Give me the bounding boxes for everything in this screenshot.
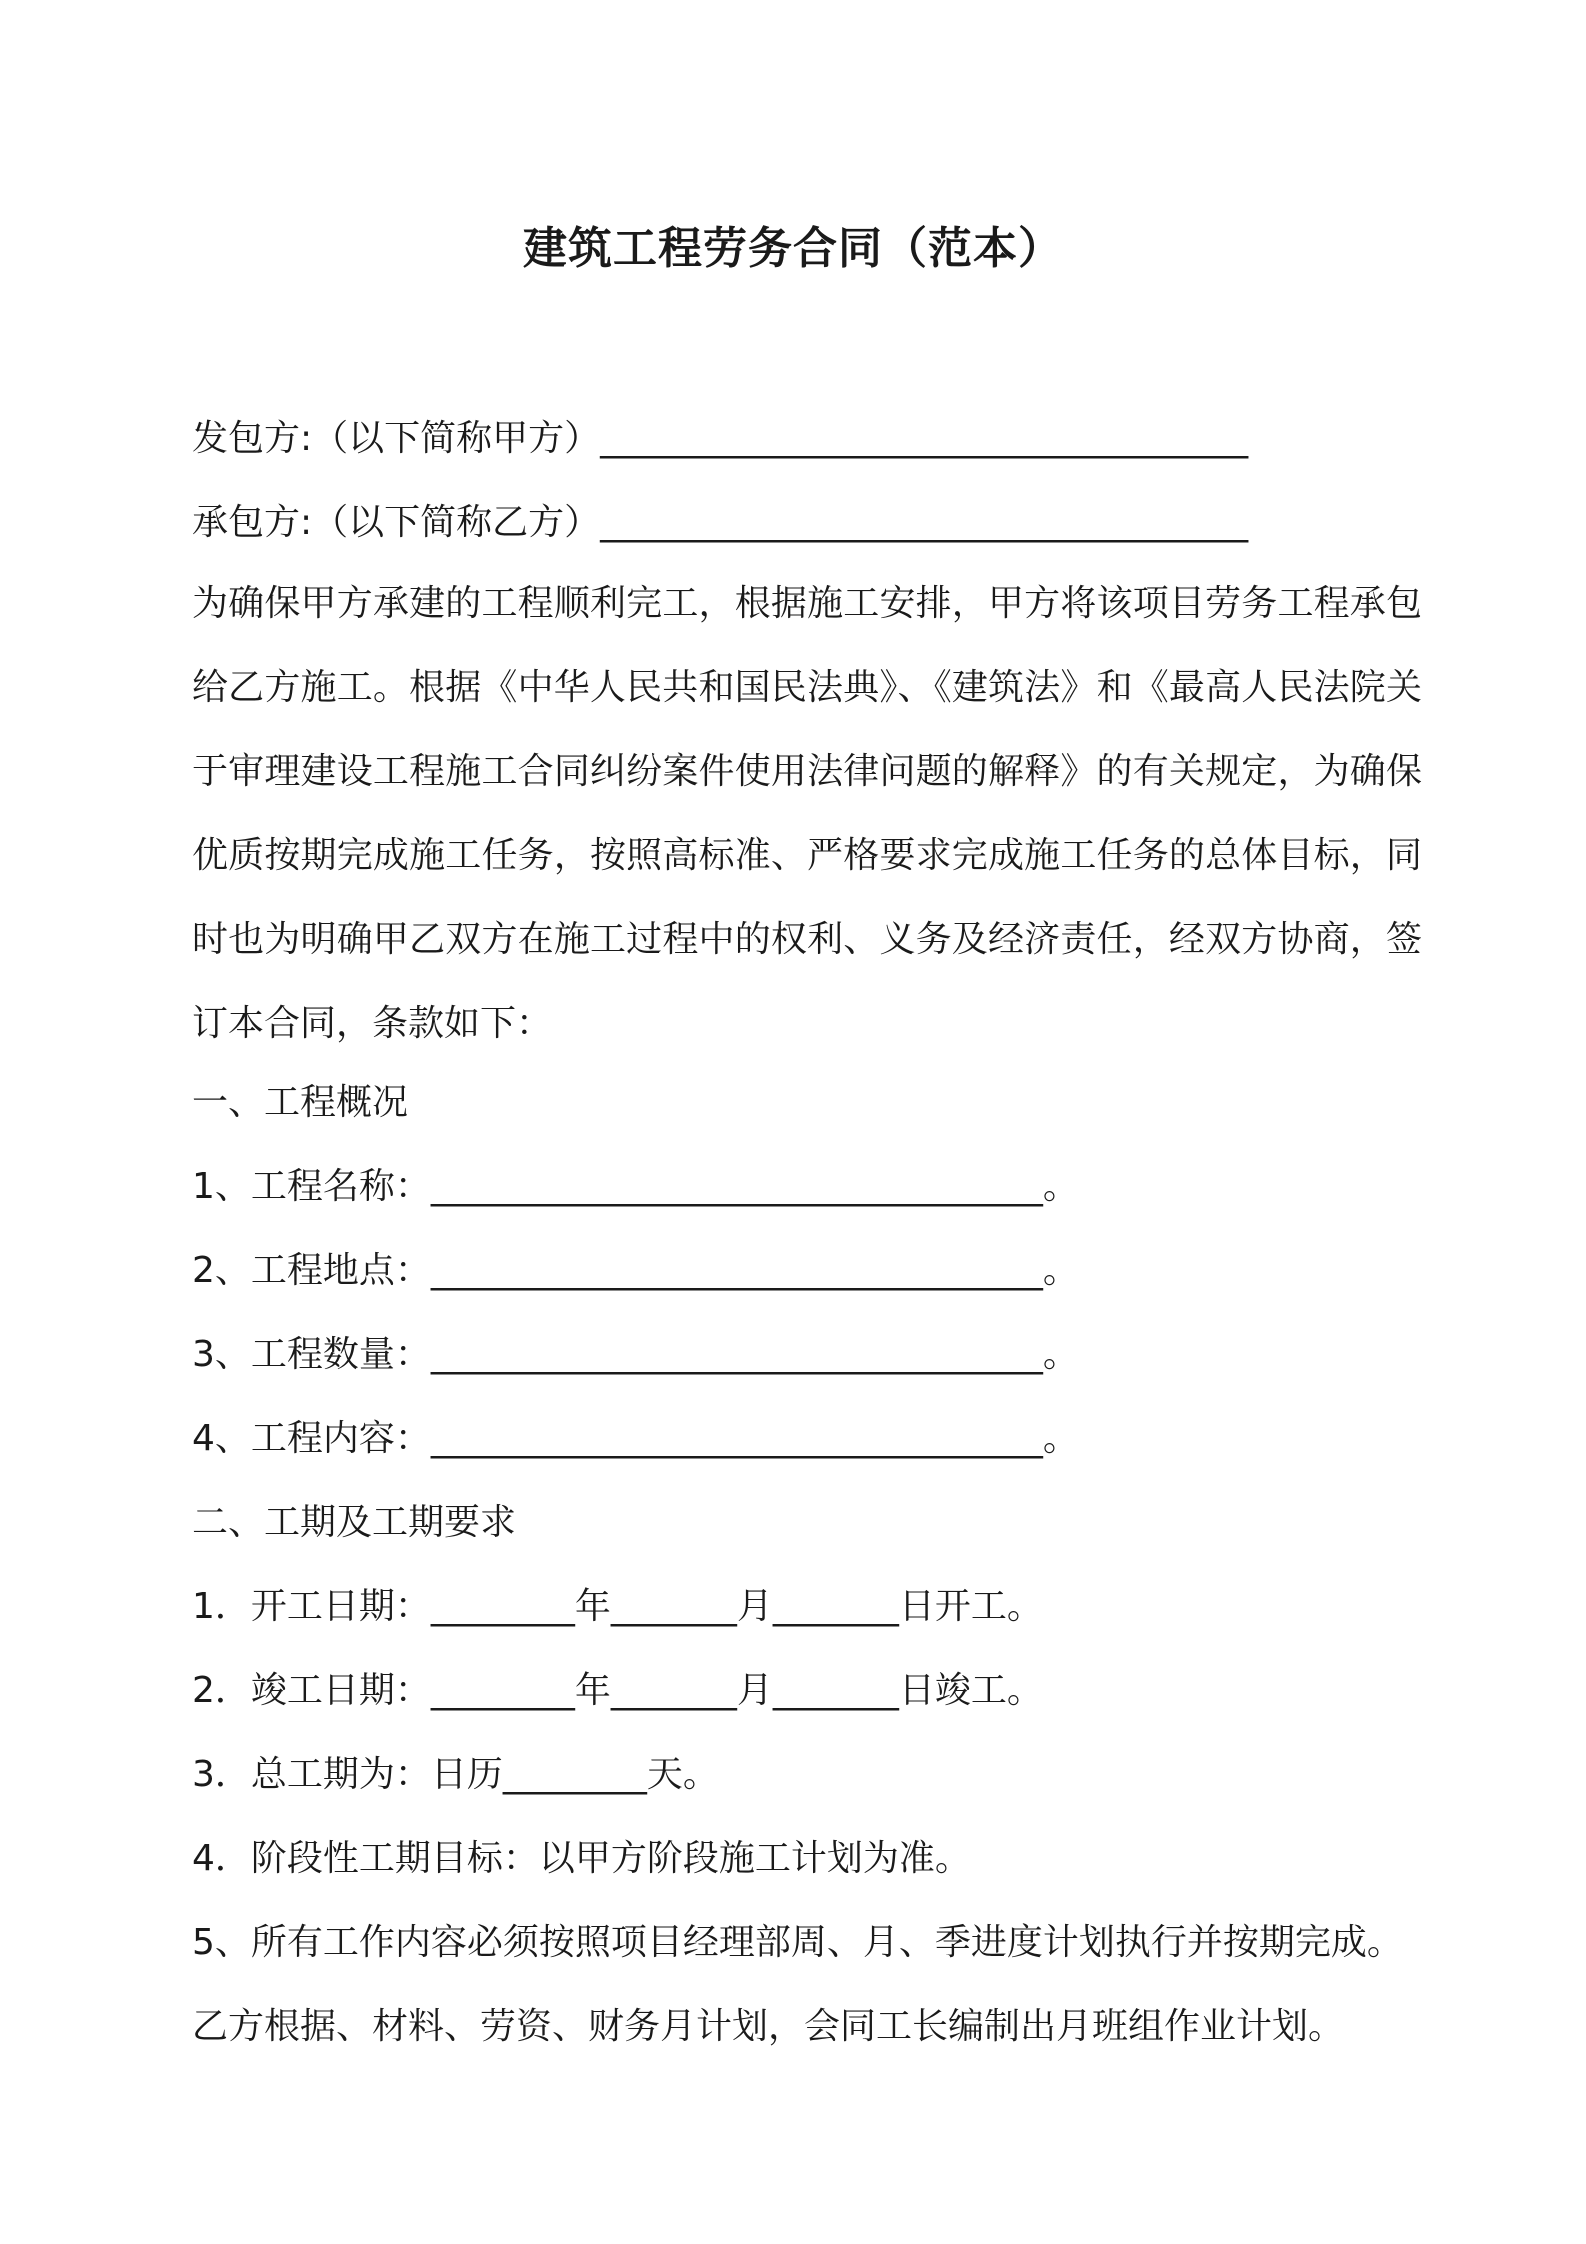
project-quantity-line: 3、工程数量：__________________________________。 bbox=[192, 1334, 1079, 1375]
section-1-heading: 一、工程概况 bbox=[192, 1082, 409, 1123]
document-title: 建筑工程劳务合同（范本） bbox=[523, 223, 1063, 274]
project-location-line: 2、工程地点：__________________________________。 bbox=[192, 1250, 1079, 1291]
total-duration-line: 3．总工期为：日历________天。 bbox=[192, 1754, 719, 1795]
completion-date-line: 2．竣工日期：________年_______月_______日竣工。 bbox=[192, 1670, 1043, 1711]
progress-plan-line: 5、所有工作内容必须按照项目经理部周、月、季进度计划执行并按期完成。 bbox=[192, 1922, 1403, 1963]
party-b-line: 承包方:（以下简称乙方）____________________________________ bbox=[192, 502, 1249, 543]
project-name-line: 1、工程名称：__________________________________。 bbox=[192, 1166, 1079, 1207]
project-content-line: 4、工程内容：__________________________________。 bbox=[192, 1418, 1079, 1459]
party-a-line: 发包方:（以下简称甲方）____________________________________ bbox=[192, 418, 1249, 459]
start-date-line: 1．开工日期：________年_______月_______日开工。 bbox=[192, 1586, 1043, 1627]
monthly-plan-line: 乙方根据、材料、劳资、财务月计划，会同工长编制出月班组作业计划。 bbox=[192, 2006, 1345, 2047]
preamble-paragraph: 为确保甲方承建的工程顺利完工，根据施工安排，甲方将该项目劳务工程承包给乙方施工。根据《中华人民共和国民法典》、《建筑法》和《最高人民法院关于审理建设工程施工合同纠纷案件使用法律问题的解释》的有关规定，为确保优质按期完成施工任务，按照高标准、严格要求完成施工任务的总体目标，同时也为明确甲乙双方在施工过程中的权利、义务及经济责任，经双方协商，签订本合同，条款如下： bbox=[192, 583, 1422, 1044]
stage-target-line: 4．阶段性工期目标：以甲方阶段施工计划为准。 bbox=[192, 1838, 971, 1879]
section-2-heading: 二、工期及工期要求 bbox=[192, 1502, 517, 1543]
